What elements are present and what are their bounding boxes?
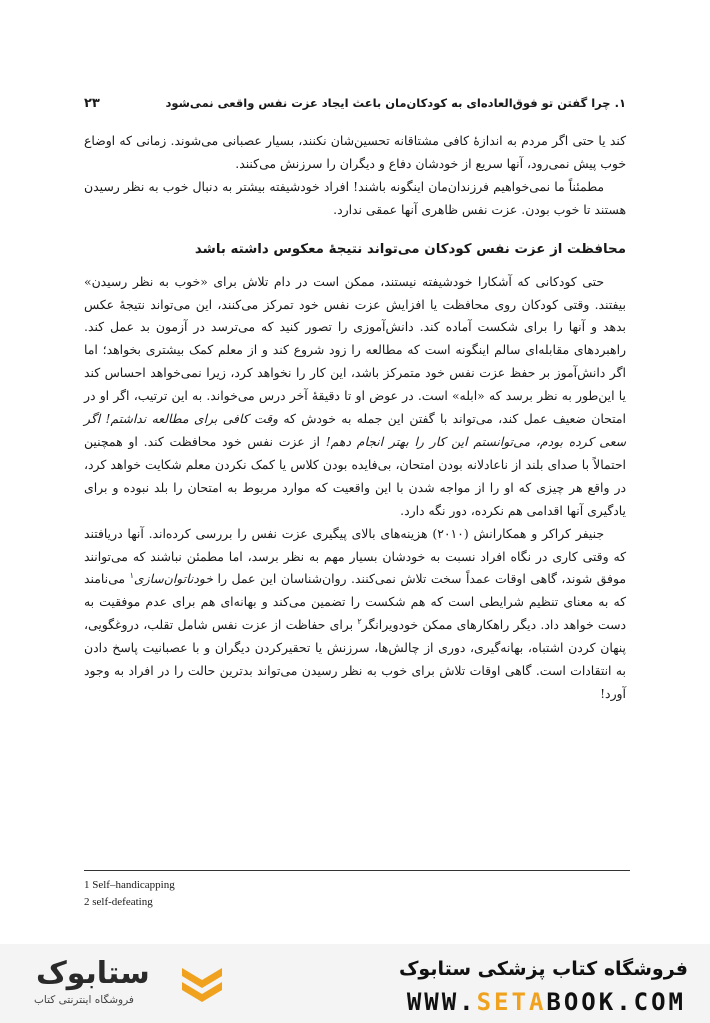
section-heading: محافظت از عزت نفس کودکان می‌تواند نتیجهٔ معکوس داشته باشد xyxy=(194,241,626,257)
footnote-2: 2 self-defeating xyxy=(84,896,153,908)
store-logo xyxy=(30,954,230,1014)
logo-tagline: فروشگاه اینترنتی کتاب xyxy=(34,994,134,1006)
paragraph-4-term: خودناتوان‌سازی xyxy=(133,571,213,587)
paragraph-4 xyxy=(84,523,626,706)
store-url-prefix: WWW. xyxy=(406,988,477,1016)
paragraph-3 xyxy=(84,271,626,523)
paragraph-4-text-a: جنیفر کراکر و همکارانش (۲۰۱۰) هزینه‌های بالای پیگیری عزت نفس را بررسی کرده‌اند. آنها دریافتند که وقتی کاری در نگاه افراد نسبت به خودشان بسیار مهم به نظر برسد، اما مطمئن نباشند که می‌توانند موفق شوند، گاهی اوقات عمداً سخت تلاش نمی‌کنند. روان‌شناسان این عمل را xyxy=(84,525,626,587)
store-url-suffix: BOOK.COM xyxy=(546,988,686,1016)
store-url[interactable] xyxy=(407,988,686,1016)
page-body xyxy=(84,130,626,706)
logo-name: ستابوک xyxy=(36,956,150,991)
logo-chevrons-icon xyxy=(180,962,224,1008)
store-name: فروشگاه کتاب پزشکی ستابوک xyxy=(398,958,688,980)
footnote-divider xyxy=(84,870,630,871)
store-banner xyxy=(0,944,710,1023)
footnotes xyxy=(84,877,175,911)
paragraph-4-text-c: برای حفاظت از عزت نفس شامل تقلب، دروغگویی، پنهان کردن اشتباه، بهانه‌گیری، دوری از چالش‌ها، سرزنش یا تحقیرکردن دیگران و با عصبانیت پاسخ دادن به انتقادات است. گاهی اوقات تلاش برای خوب به نظر رسیدن می‌تواند بدترین حالت را در افراد به وجود آورد! xyxy=(84,617,626,701)
running-header xyxy=(84,92,626,114)
paragraph-2: مطمئناً ما نمی‌خواهیم فرزندان‌مان اینگونه باشند! افراد خودشیفته بیشتر به دنبال خوب به نظر رسیدن هستند تا خوب بودن. عزت نفس ظاهری آنها عمقی ندارد. xyxy=(84,178,626,217)
paragraph-3-text-b: از عزت نفس خود محافظت کند. او همچنین احتمالاً با صدای بلند از ناعادلانه بودن امتحان، بی‌فایده بودن کلاس یا کمک نکردن معلم شکایت خواهد کرد، در واقع هر چیزی که او را از مواجه شدن با این واقعیت که موارد مربوط به امتحان را بلد نبوده و برای یادگیری آنها اقدامی هم نکرده، دور نگه دارد. xyxy=(84,433,626,518)
paragraph-3-text-a: حتی کودکانی که آشکارا خودشیفته نیستند، ممکن است در دام تلاش برای «خوب به نظر رسیدن» بیفتند. وقتی کودکان روی محافظت یا افزایش عزت نفس خود تمرکز می‌کنند، این می‌تواند نتیجهٔ عکس بدهد و آنها را برای شکست آماده کند. دانش‌آموزی را تصور کنید که می‌ترسد در آزمون بد عمل کند. راهبردهای مقابله‌ای سالم اینگونه است که مطالعه را زود شروع کند و از معلم کمک بیشتری بخواهد؛ اما اگر دانش‌آموز بر حفظ عزت نفس خود متمرکز باشد، این کار را نخواهد کرد، زیرا نمی‌خواهد احساس کند یا این‌طور به نظر برسد که «ابله» است. در عوض او تا دقیقهٔ آخر درس می‌خواند. به این ترتیب، اگر او در امتحان ضعیف عمل کند، می‌تواند با گفتن این جمله به خودش که xyxy=(84,273,626,427)
paragraph-1: کند یا حتی اگر مردم به اندازهٔ کافی مشتاقانه تحسین‌شان نکنند، بسیار عصبانی می‌شوند. زمانی که اوضاع خوب پیش نمی‌رود، آنها سریع از خودشان دفاع و دیگران را سرزنش می‌کنند. xyxy=(84,133,626,171)
paragraph-4-text-b: می‌نامند که به معنای تنظیم شرایطی است که هم شکست را تضمین می‌کند و بهانه‌ای هم برای عدم موفقیت به دست خواهد داد. دیگر راهکارهای ممکن خودویرانگر xyxy=(84,571,626,633)
footnote-ref-2: ۲ xyxy=(357,617,362,627)
footnote-1: 1 Self–handicapping xyxy=(84,879,175,891)
page-number: ۲۳ xyxy=(84,95,100,111)
paragraph-3-quote: وقت کافی برای مطالعه نداشتم! اگر سعی کرده بودم، می‌توانستم این کار را بهتر انجام دهم! xyxy=(84,411,626,449)
chapter-title: ۱. چرا گفتن تو فوق‌العاده‌ای به کودکان‌مان باعث ایجاد عزت نفس واقعی نمی‌شود xyxy=(165,96,626,110)
store-url-highlight: SETA xyxy=(476,988,547,1016)
footnote-ref-1: ۱ xyxy=(129,571,134,581)
